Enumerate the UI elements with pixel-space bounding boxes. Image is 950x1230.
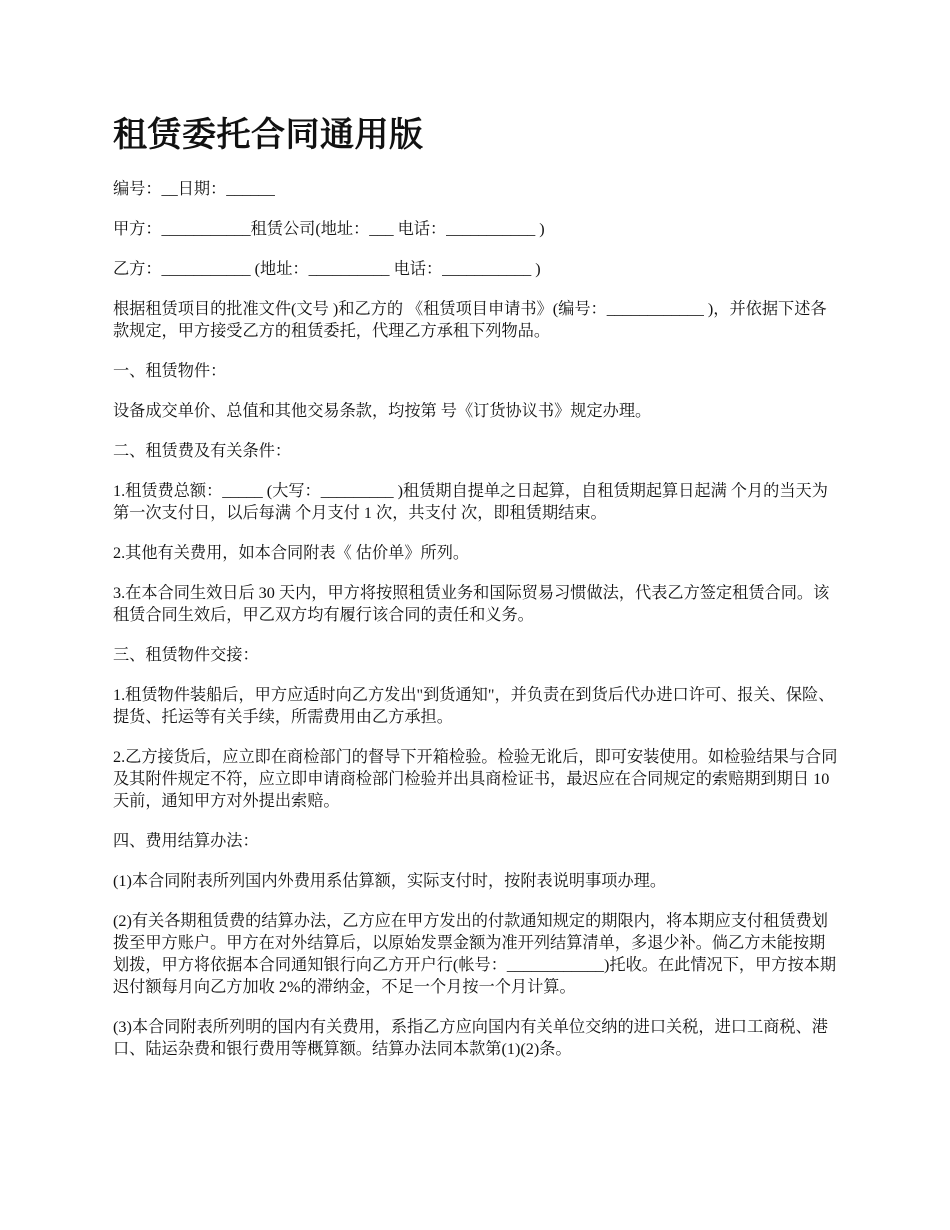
section-4-item-3: (3)本合同附表所列明的国内有关费用，系指乙方应向国内有关单位交纳的进口关税，进口工商税、港口、陆运杂费和银行费用等概算额。结算办法同本款第(1)(2)条。: [113, 1018, 828, 1058]
section-3-item-1: 1.租赁物件装船后，甲方应适时向乙方发出"到货通知"，并负责在到货后代办进口许可、报关、保险、提货、托运等有关手续，所需费用由乙方承担。: [113, 686, 835, 726]
document-page: [113, 110, 841, 1078]
section-2-item-3: 3.在本合同生效日后 30 天内，甲方将按照租赁业务和国际贸易习惯做法，代表乙方签定租赁合同。该租赁合同生效后，甲乙双方均有履行该合同的责任和义务。: [113, 584, 830, 624]
section-1-paragraph: 设备成交单价、总值和其他交易条款，均按第 号《订货协议书》规定办理。: [113, 402, 652, 420]
section-4-item-2: (2)有关各期租赁费的结算办法，乙方应在甲方发出的付款通知规定的期限内，将本期应支付租赁费划拨至甲方账户。甲方在对外结算后，以原始发票金额为准开列结算清单，多退少补。倘乙方未能按期划拨，甲方将依据本合同通知银行向乙方开户行(帐号：____________)托收。在此情况下，甲方按本期迟付额每月向乙方加收 2%的滞纳金，不足一个月按一个月计算。: [113, 912, 837, 996]
party-b-line: 乙方：___________ (地址：__________ 电话：___________ ): [113, 260, 541, 278]
preamble-paragraph: 根据租赁项目的批准文件(文号 )和乙方的 《租赁项目申请书》(编号：____________ )，并依据下述各款规定，甲方接受乙方的租赁委托，代理乙方承租下列物品。: [113, 300, 827, 340]
section-heading-4: 四、费用结算办法：: [113, 832, 259, 850]
section-heading-2: 二、租赁费及有关条件：: [113, 442, 292, 460]
party-a-line: 甲方：___________租赁公司(地址：___ 电话：___________ ): [113, 220, 545, 238]
section-4-item-1: (1)本合同附表所列国内外费用系估算额，实际支付时，按附表说明事项办理。: [113, 872, 667, 890]
section-heading-3: 三、租赁物件交接：: [113, 646, 259, 664]
section-2-item-1: 1.租赁费总额：_____ (大写：_________ )租赁期自提单之日起算，自租赁期起算日起满 个月的当天为第一次支付日，以后每满 个月支付 1 次，共支付 次，即租赁期结束。: [113, 482, 828, 522]
serial-date-line: 编号：__日期：______: [113, 180, 275, 198]
section-3-item-2: 2.乙方接货后，应立即在商检部门的督导下开箱检验。检验无讹后，即可安装使用。如检验结果与合同及其附件规定不符，应立即申请商检部门检验并出具商检证书，最迟应在合同规定的索赔期到期日 10 天前，通知甲方对外提出索赔。: [113, 748, 838, 810]
section-heading-1: 一、租赁物件：: [113, 362, 227, 380]
document-body: [113, 178, 841, 1060]
document-title: 租赁委托合同通用版: [113, 115, 424, 155]
section-2-item-2: 2.其他有关费用，如本合同附表《 估价单》所列。: [113, 544, 470, 562]
